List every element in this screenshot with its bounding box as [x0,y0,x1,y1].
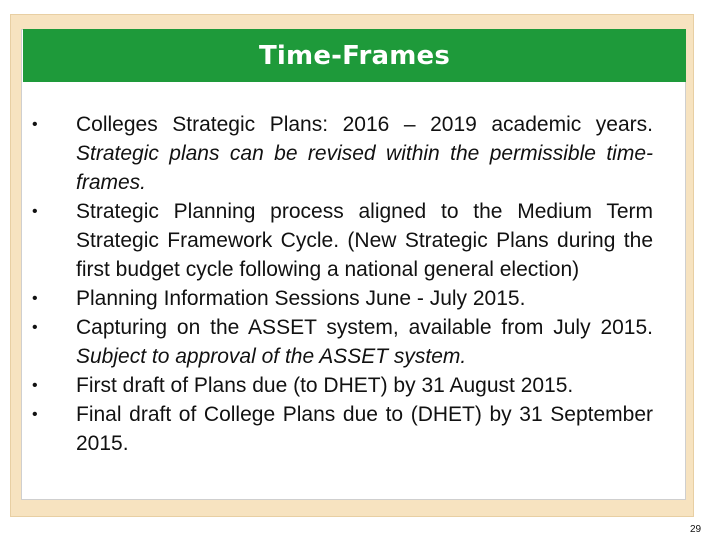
bullet-text: Planning Information Sessions June - July 2015. [76,287,526,310]
bullet-icon: • [32,406,38,423]
bullet-icon: • [32,290,38,307]
bullet-item-6 [28,400,653,458]
bullet-text-emphasis: Subject to approval of the ASSET system. [76,345,467,368]
bullet-item-1 [28,110,653,197]
bullet-icon: • [32,203,38,220]
bullet-item-2 [28,197,653,284]
bullet-icon: • [32,377,38,394]
bullet-item-5 [28,371,653,400]
bullet-item-3 [28,284,653,313]
bullet-list [28,110,653,458]
bullet-text-lead: Colleges Strategic Plans: 2016 – 2019 academic years. [76,113,653,136]
bullet-text: Strategic Planning process aligned to the Medium Term Strategic Framework Cycle. (New Strategic Plans during the first budget cycle following a national general election) [76,200,653,281]
slide-title: Time-Frames [258,40,451,71]
bullet-icon: • [32,319,38,336]
bullet-text [76,313,653,371]
bullet-text-emphasis: Strategic plans can be revised within the permissible time-frames. [76,142,653,194]
bullet-icon: • [32,116,38,133]
page-number: 29 [690,524,702,535]
bullet-text: Final draft of College Plans due to (DHET) by 31 September 2015. [76,403,653,455]
bullet-item-4 [28,313,653,371]
bullet-text: First draft of Plans due (to DHET) by 31 August 2015. [76,374,574,397]
title-bar [23,29,686,82]
bullet-text [76,110,653,197]
bullet-text-lead: Capturing on the ASSET system, available from July 2015. [76,316,653,339]
